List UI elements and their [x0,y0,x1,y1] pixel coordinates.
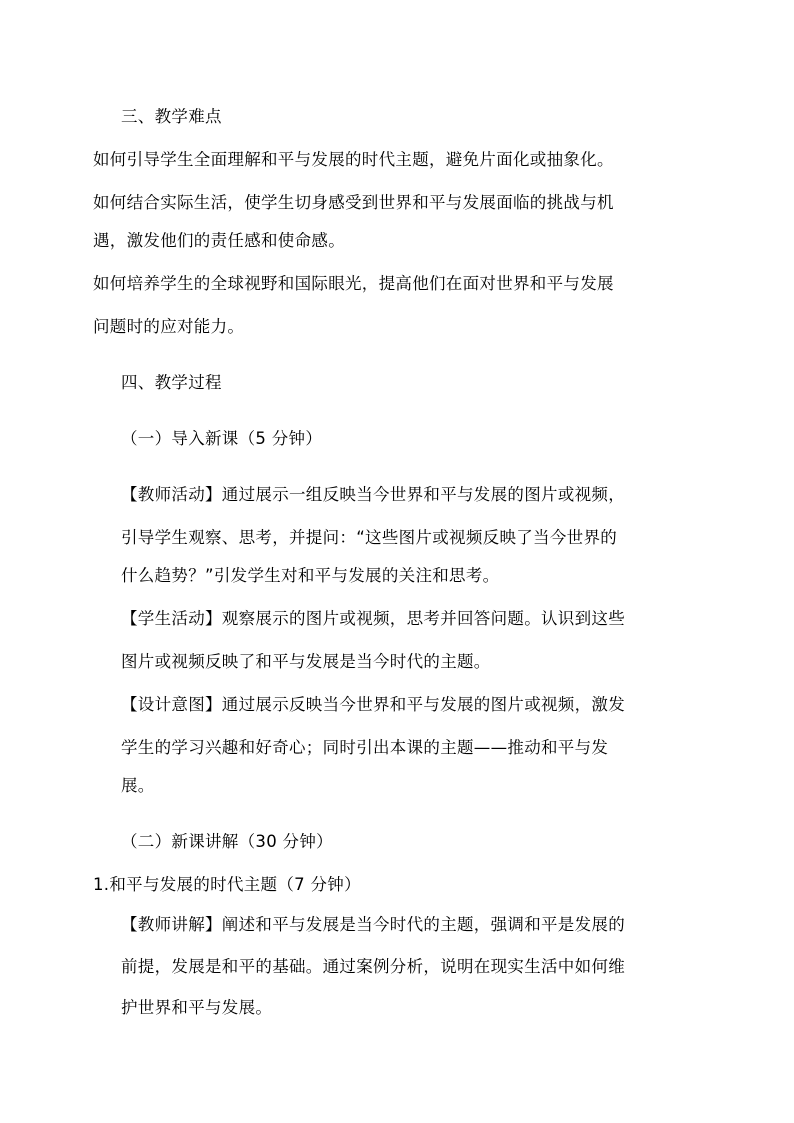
teacher-lecture-line-2: 前提，发展是和平的基础。通过案例分析，说明在现实生活中如何维 [121,957,625,976]
student-activity-line-1: 【学生活动】观察展示的图片或视频，思考并回答问题。认识到这些 [121,609,625,628]
subsection-heading-introduction: （一）导入新课（5 分钟） [121,429,323,448]
design-intent-line-2: 学生的学习兴趣和好奇心；同时引出本课的主题——推动和平与发 [121,738,609,757]
design-intent-line-3: 展。 [121,776,155,795]
subsection-heading-new-lesson: （二）新课讲解（30 分钟） [121,832,333,851]
section-heading-teaching-process: 四、教学过程 [121,373,222,392]
difficulty-paragraph-1: 如何引导学生全面理解和平与发展的时代主题，避免片面化或抽象化。 [93,150,614,169]
teacher-lecture-line-3: 护世界和平与发展。 [121,998,273,1017]
difficulty-paragraph-3-line-2: 问题时的应对能力。 [93,317,245,336]
teacher-lecture-line-1: 【教师讲解】阐述和平与发展是当今时代的主题，强调和平是发展的 [121,915,625,934]
teacher-activity-line-1: 【教师活动】通过展示一组反映当今世界和平与发展的图片或视频， [121,485,625,504]
section-heading-teaching-difficulties: 三、教学难点 [121,107,222,126]
student-activity-line-2: 图片或视频反映了和平与发展是当今时代的主题。 [121,652,491,671]
difficulty-paragraph-3-line-1: 如何培养学生的全球视野和国际眼光，提高他们在面对世界和平与发展 [93,274,614,293]
difficulty-paragraph-2-line-1: 如何结合实际生活，使学生切身感受到世界和平与发展面临的挑战与机 [93,193,614,212]
teacher-activity-line-3: 什么趋势？”引发学生对和平与发展的关注和思考。 [121,566,500,585]
numbered-item-title-1: 1.和平与发展的时代主题（7 分钟） [93,875,361,894]
design-intent-line-1: 【设计意图】通过展示反映当今世界和平与发展的图片或视频，激发 [121,695,625,714]
difficulty-paragraph-2-line-2: 遇，激发他们的责任感和使命感。 [93,231,345,250]
teacher-activity-line-2: 引导学生观察、思考，并提问：“这些图片或视频反映了当今世界的 [121,528,618,547]
